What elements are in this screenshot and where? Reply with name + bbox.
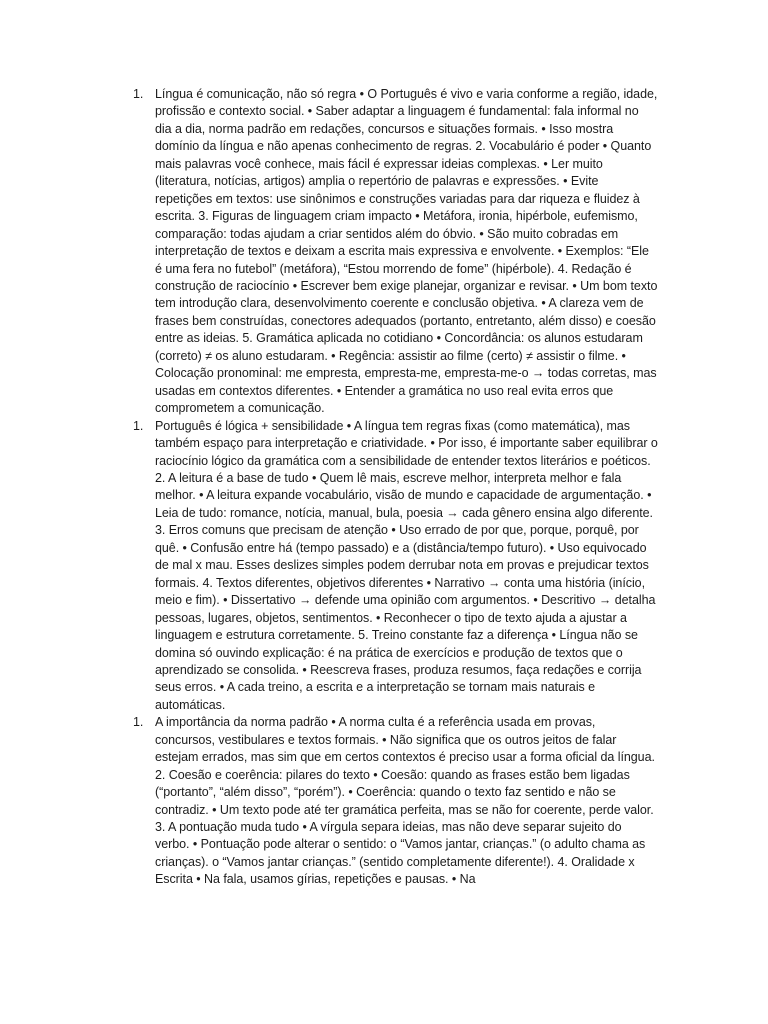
numbered-list: [118, 86, 658, 889]
list-item-text: A importância da norma padrão • A norma culta é a referência usada em provas, concursos, vestibulares e textos formais. • Não significa que os outros jeitos de falar estejam errados, mas sim que em certos contextos é preciso usar a forma oficial da língua. 2. Coesão e coerência: pilares do texto • Coesão: quando as frases estão bem ligadas (“portanto”, “além disso”, “porém”). • Coerência: quando o texto faz sentido e não se contradiz. • Um texto pode até ter gramática perfeita, mas se não for coerente, perde valor. 3. A pontuação muda tudo • A vírgula separa ideias, mas não deve separar sujeito do verbo. • Pontuação pode alterar o sentido: o “Vamos jantar, crianças.” (o adulto chama as crianças). o “Vamos jantar crianças.” (sentido completamente diferente!). 4. Oralidade x Escrita • Na fala, usamos gírias, repetições e pausas. • Na: [155, 715, 655, 887]
list-item-text: Língua é comunicação, não só regra • O Português é vivo e varia conforme a região, idade, profissão e contexto social. • Saber adaptar a linguagem é fundamental: fala informal no dia a dia, norma padrão em redações, concursos e situações formais. • Isso mostra domínio da língua e não apenas conhecimento de regras. 2. Vocabulário é poder • Quanto mais palavras você conhece, mais fácil é expressar ideias complexas. • Ler muito (literatura, notícias, artigos) amplia o repertório de palavras e expressões. • Evite repetições em textos: use sinônimos e construções variadas para dar riqueza e fluidez à escrita. 3. Figuras de linguagem criam impacto • Metáfora, ironia, hipérbole, eufemismo, comparação: todas ajudam a criar sentidos além do óbvio. • São muito cobradas em interpretação de textos e deixam a escrita mais expressiva e envolvente. • Exemplos: “Ele é uma fera no futebol” (metáfora), “Estou morrendo de fome” (hipérbole). 4. Redação é construção de raciocínio • Escrever bem exige planejar, organizar e revisar. • Um bom texto tem introdução clara, desenvolvimento coerente e conclusão objetiva. • A clareza vem de frases bem construídas, conectores adequados (portanto, entretanto, além disso) e coesão entre as ideias. 5. Gramática aplicada no cotidiano • Concordância: os alunos estudaram (correto) ≠ os aluno estudaram. • Regência: assistir ao filme (certo) ≠ assistir o filme. • Colocação pronominal: me empresta, empresta-me, empresta-me-o → todas corretas, mas usadas em contextos diferentes. • Entender a gramática no uso real evita erros que comprometem a comunicação.: [155, 87, 658, 416]
list-item-number: 1.: [133, 418, 144, 433]
list-item: [118, 714, 658, 889]
list-item-number: 1.: [133, 87, 144, 101]
list-item-text: Português é lógica + sensibilidade • A língua tem regras fixas (como matemática), mas também espaço para interpretação e criatividade. • Por isso, é importante saber equilibrar o raciocínio lógico da gramática com a sensibilidade de entender textos literários e poéticos. 2. A leitura é a base de tudo • Quem lê mais, escreve melhor, interpreta melhor e fala melhor. • A leitura expande vocabulário, visão de mundo e capacidade de argumentação. • Leia de tudo: romance, notícia, manual, bula, poesia → cada gênero ensina algo diferente. 3. Erros comuns que precisam de atenção • Uso errado de por que, porque, porquê, por quê. • Confusão entre há (tempo passado) e a (distância/tempo futuro). • Uso equivocado de mal x mau. Esses deslizes simples podem derrubar nota em provas e prejudicar textos formais. 4. Textos diferentes, objetivos diferentes • Narrativo → conta uma história (início, meio e fim). • Dissertativo → defende uma opinião com argumentos. • Descritivo → detalha pessoas, lugares, objetos, sentimentos. • Reconhecer o tipo de texto ajuda a ajustar a linguagem e estrutura corretamente. 5. Treino constante faz a diferença • Língua não se domina só ouvindo explicação: é na prática de exercícios e produção de textos que o aprendizado se consolida. • Reescreva frases, produza resumos, faça redações e corrija seus erros. • A cada treino, a escrita e a interpretação se tornam mais naturais e automáticas.: [155, 418, 658, 712]
list-item: [118, 86, 658, 418]
list-item: [118, 418, 658, 715]
list-item-number: 1.: [133, 715, 144, 730]
